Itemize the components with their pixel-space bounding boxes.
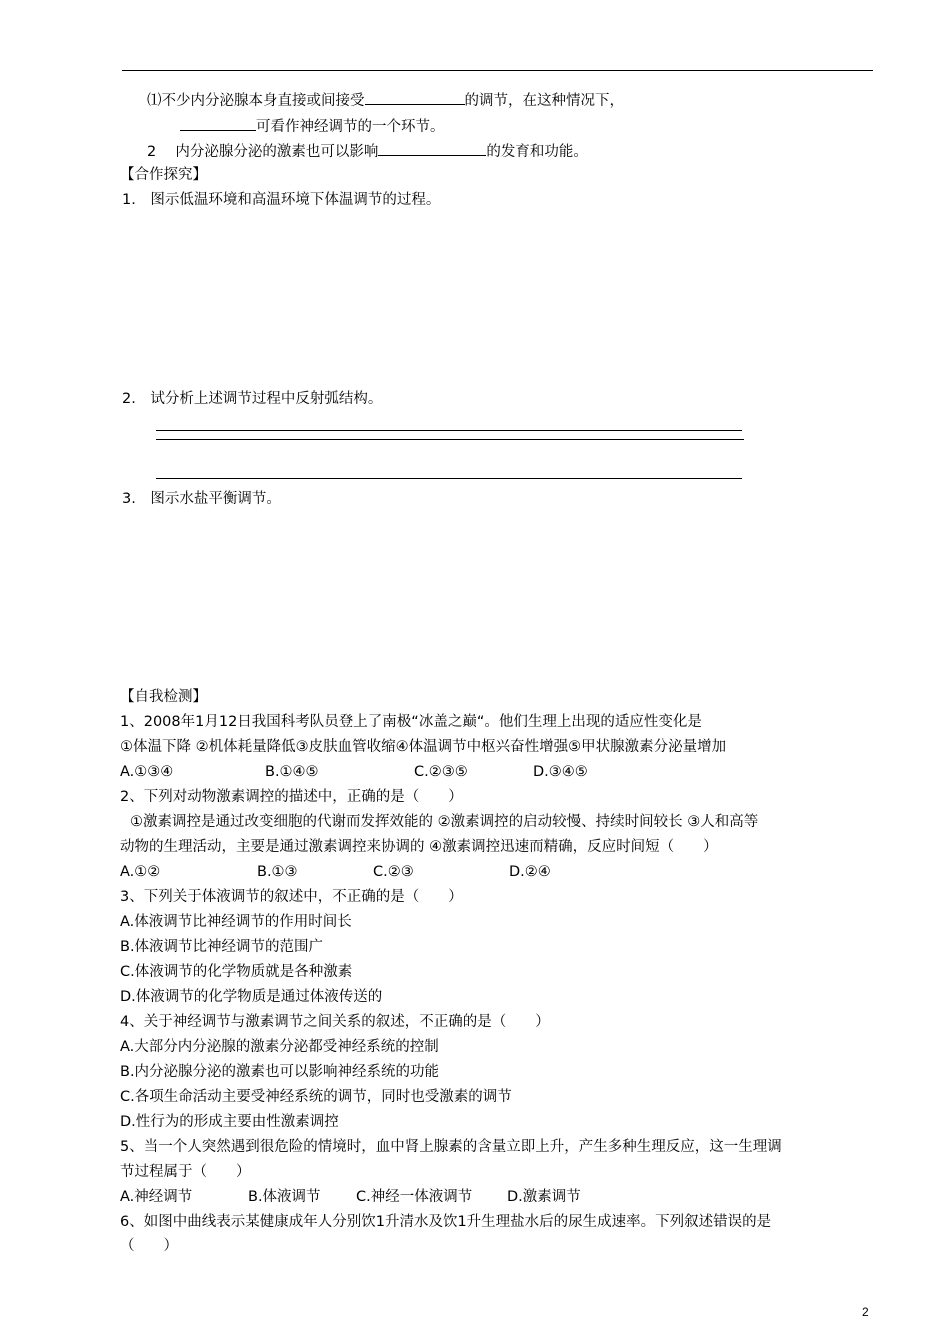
coop-question-3: 3. 图示水盐平衡调节。 bbox=[122, 491, 281, 507]
intro-line-3 bbox=[147, 141, 588, 161]
question-2: 2、下列对动物激素调控的描述中，正确的是（ ） bbox=[120, 789, 463, 805]
question-6-line-1: 6、如图中曲线表示某健康成年人分别饮1升清水及饮1升生理盐水后的尿生成速率。下列叙述错误的是 bbox=[120, 1214, 772, 1230]
question-2-option-a[interactable]: A.①② bbox=[120, 864, 161, 880]
question-2-option-d[interactable]: D.②④ bbox=[509, 864, 551, 880]
question-2-statements-1: ①激素调控是通过改变细胞的代谢而发挥效能的 ②激素调控的启动较慢、持续时间较长 ③人和高等 bbox=[130, 814, 759, 830]
question-2-option-b[interactable]: B.①③ bbox=[257, 864, 298, 880]
question-6-line-2: （ ） bbox=[120, 1238, 178, 1254]
answer-blank[interactable] bbox=[378, 141, 486, 156]
coop-question-1: 1. 图示低温环境和高温环境下体温调节的过程。 bbox=[122, 192, 441, 208]
answer-blank[interactable] bbox=[180, 116, 256, 131]
question-4-option-d[interactable]: D.性行为的形成主要由性激素调控 bbox=[120, 1114, 339, 1130]
question-5-option-d[interactable]: D.激素调节 bbox=[507, 1189, 581, 1205]
question-5-line-1: 5、当一个人突然遇到很危险的情境时，血中肾上腺素的含量立即上升，产生多种生理反应，这一生理调 bbox=[120, 1139, 782, 1155]
intro-text: 的发育和功能。 bbox=[486, 144, 588, 160]
answer-line[interactable] bbox=[156, 478, 742, 479]
question-3-option-a[interactable]: A.体液调节比神经调节的作用时间长 bbox=[120, 914, 352, 930]
coop-question-2: 2. 试分析上述调节过程中反射弧结构。 bbox=[122, 391, 383, 407]
question-5-option-a[interactable]: A.神经调节 bbox=[120, 1189, 193, 1205]
question-3-option-b[interactable]: B.体液调节比神经调节的范围广 bbox=[120, 939, 324, 955]
question-5-option-c[interactable]: C.神经一体液调节 bbox=[356, 1189, 473, 1205]
question-5-line-2: 节过程属于（ ） bbox=[120, 1164, 251, 1180]
question-4-option-a[interactable]: A.大部分内分泌腺的激素分泌都受神经系统的控制 bbox=[120, 1039, 439, 1055]
coop-heading: 【合作探究】 bbox=[120, 167, 207, 183]
question-1-option-c[interactable]: C.②③⑤ bbox=[414, 764, 468, 780]
question-5-option-b[interactable]: B.体液调节 bbox=[248, 1189, 321, 1205]
question-3-option-d[interactable]: D.体液调节的化学物质是通过体液传送的 bbox=[120, 989, 383, 1005]
selfcheck-heading: 【自我检测】 bbox=[120, 689, 207, 705]
question-4-option-c[interactable]: C.各项生命活动主要受神经系统的调节，同时也受激素的调节 bbox=[120, 1089, 512, 1105]
question-1-items: ①体温下降 ②机体耗量降低③皮肤血管收缩④体温调节中枢兴奋性增强⑤甲状腺激素分泌量增加 bbox=[120, 739, 727, 755]
question-2-option-c[interactable]: C.②③ bbox=[373, 864, 414, 880]
header-rule bbox=[122, 70, 873, 71]
question-1-option-a[interactable]: A.①③④ bbox=[120, 764, 174, 780]
intro-text: ⑴不少内分泌腺本身直接或间接受 bbox=[147, 93, 365, 109]
question-4-option-b[interactable]: B.内分泌腺分泌的激素也可以影响神经系统的功能 bbox=[120, 1064, 440, 1080]
question-4: 4、关于神经调节与激素调节之间关系的叙述，不正确的是（ ） bbox=[120, 1014, 550, 1030]
question-1-option-b[interactable]: B.①④⑤ bbox=[265, 764, 319, 780]
question-1: 1、2008年1月12日我国科考队员登上了南极“冰盖之巅“。他们生理上出现的适应性变化是 bbox=[120, 714, 702, 730]
answer-line[interactable] bbox=[156, 430, 742, 431]
answer-blank[interactable] bbox=[365, 90, 465, 105]
question-2-statements-2: 动物的生理活动，主要是通过激素调控来协调的 ④激素调控迅速而精确，反应时间短（ ） bbox=[120, 839, 718, 855]
intro-text: 的调节，在这种情况下， bbox=[464, 93, 624, 109]
question-1-option-d[interactable]: D.③④⑤ bbox=[533, 764, 588, 780]
page-number: 2 bbox=[862, 1305, 869, 1319]
intro-text: 可看作神经调节的一个环节。 bbox=[256, 119, 445, 135]
question-3-option-c[interactable]: C.体液调节的化学物质就是各种激素 bbox=[120, 964, 353, 980]
intro-line-2 bbox=[180, 116, 445, 136]
question-3: 3、下列关于体液调节的叙述中，不正确的是（ ） bbox=[120, 889, 463, 905]
intro-line-1 bbox=[147, 90, 624, 110]
answer-line[interactable] bbox=[156, 439, 744, 440]
intro-text: 2 内分泌腺分泌的激素也可以影响 bbox=[147, 144, 379, 160]
